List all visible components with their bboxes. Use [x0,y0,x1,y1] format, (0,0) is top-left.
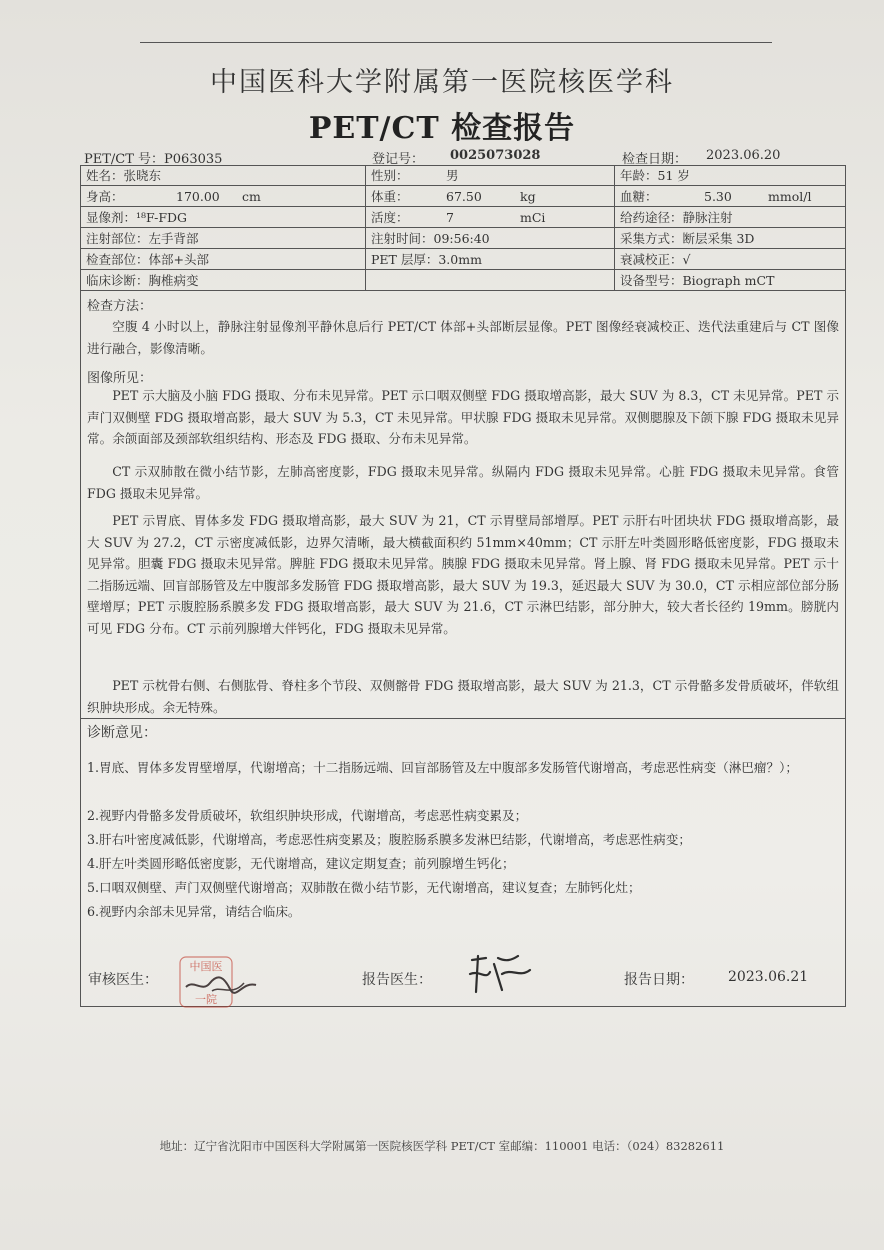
height-value: 170.00 [176,189,220,204]
reviewer-label: 审核医生： [88,972,158,988]
stamp-top-text: 中国医 [189,960,223,973]
weight-unit: kg [520,189,536,204]
diagnosis-item: 3.肝右叶密度减低影，代谢增高，考虑恶性病变累及；腹腔肠系膜多发淋巴结影，代谢增高，考虑恶性病变； [87,832,691,847]
glucose-unit: mmol/l [768,189,812,204]
acquisition-mode: 采集方式：断层采集 3D [620,231,755,246]
findings-heading: 图像所见： [87,371,153,386]
sex-value: 男 [446,168,459,183]
stamp-bottom-text: 一院 [195,993,217,1006]
reporter-label: 报告医生： [362,972,432,988]
diagnosis-item: 6.视野内余部未见异常，请结合临床。 [87,904,301,919]
tracer: 显像剂：¹⁸F-FDG [86,210,188,225]
injection-site: 注射部位：左手背部 [86,231,199,246]
diagnosis-item: 5.口咽双侧壁、声门双侧壁代谢增高；双肺散在微小结节影，无代谢增高，建议复查；左肺钙化灶； [87,880,641,895]
report-date: 2023.06.21 [728,969,809,985]
report-date-label: 报告日期： [624,972,694,988]
slice-thickness: PET 层厚：3.0mm [371,252,482,267]
injection-time: 注射时间：09:56:40 [371,231,490,246]
hospital-stamp [172,955,264,1011]
findings-paragraph-3: PET 示胃底、胃体多发 FDG 摄取增高影，最大 SUV 为 21，CT 示胃壁局部增厚。PET 示肝右叶团块状 FDG 摄取增高影，最大 SUV 为 27.2，CT 示密度减低影，边界欠清晰，最大横截面积约 51mm×40mm；CT 示肝左叶类圆形略低密度影，FDG 摄取未见异常。胆囊 FDG 摄取未见异常。脾脏 FDG 摄取未见异常。胰腺 FDG 摄取未见异常。肾上腺、肾 FDG 摄取未见异常。PET 示十二指肠远端、回盲部肠管及左中腹部多发肠管 FDG 摄取增高影，最大 SUV 为 19.3，延迟最大 SUV 为 30.0，CT 示相应部位部分肠壁增厚；PET 示腹腔肠系膜多发 FDG 摄取增高影，最大 SUV 为 21.6，CT 示淋巴结影，部分肿大，较大者长径约 19mm。膀胱内可见 FDG 分布。CT 示前列腺增大伴钙化，FDG 摄取未见异常。 [87,513,839,636]
activity-label: 活度： [371,210,409,225]
pet-number: PET/CT 号：P063035 [84,152,223,167]
diagnosis-item: 4.肝左叶类圆形略低密度影，无代谢增高，建议定期复查；前列腺增生钙化； [87,856,515,871]
exam-date: 2023.06.20 [706,148,781,163]
clinical-diagnosis: 临床诊断：胸椎病变 [86,273,199,288]
findings-paragraph-2: CT 示双肺散在微小结节影，左肺高密度影，FDG 摄取未见异常。纵隔内 FDG 摄取未见异常。心脏 FDG 摄取未见异常。食管 FDG 摄取未见异常。 [87,464,839,501]
method-heading: 检查方法： [87,299,153,314]
method-text: 空腹 4 小时以上，静脉注射显像剂平静休息后行 PET/CT 体部+头部断层显像。PET 图像经衰减校正、迭代法重建后与 CT 图像进行融合，影像清晰。 [87,319,839,356]
glucose-value: 5.30 [704,189,732,204]
findings-paragraph-1: PET 示大脑及小脑 FDG 摄取、分布未见异常。PET 示口咽双侧壁 FDG 摄取增高影，最大 SUV 为 8.3，CT 未见异常。PET 示声门双侧壁 FDG 摄取增高影，最大 SUV 为 5.3，CT 未见异常。甲状腺 FDG 摄取未见异常。双侧腮腺及下颌下腺 FDG 摄取未见异常。余颌面部及颈部软组织结构、形态及 FDG 摄取、分布未见异常。 [87,388,839,447]
glucose-label: 血糖： [620,189,658,204]
report-title: PET/CT 检查报告 [308,111,576,146]
diagnosis-heading: 诊断意见： [87,725,157,741]
sex-label: 性别： [371,168,409,183]
reporter-signature [462,950,538,1002]
reg-number-label: 登记号： [372,152,425,167]
patient-name: 姓名：张晓东 [86,168,162,183]
diagnosis-item: 2.视野内骨骼多发骨质破坏，软组织肿块形成，代谢增高，考虑恶性病变累及； [87,808,528,823]
findings-paragraph-4: PET 示枕骨右侧、右侧肱骨、脊柱多个节段、双侧髂骨 FDG 摄取增高影，最大 SUV 为 21.3，CT 示骨骼多发骨质破坏，伴软组织肿块形成。余无特殊。 [87,678,839,715]
activity-unit: mCi [520,210,546,225]
weight-label: 体重： [371,189,409,204]
route: 给药途径：静脉注射 [620,210,733,225]
device-model: 设备型号：Biograph mCT [620,273,775,288]
reg-number: 0025073028 [450,148,541,163]
age: 年龄：51 岁 [620,168,690,183]
weight-value: 67.50 [446,189,482,204]
stamp-graphic [172,955,264,1011]
height-label: 身高： [86,189,124,204]
top-rule [140,42,772,43]
height-unit: cm [242,189,261,204]
attenuation-correction: 衰减校正：√ [620,252,691,267]
hospital-name: 中国医科大学附属第一医院核医学科 [210,67,674,98]
exam-site: 检查部位：体部+头部 [86,252,209,267]
diagnosis-item: 1.胃底、胃体多发胃壁增厚，代谢增高；十二指肠远端、回盲部肠管及左中腹部多发肠管代谢增高，考虑恶性病变（淋巴瘤？）； [87,760,798,775]
activity-value: 7 [446,210,454,225]
exam-date-label: 检查日期： [622,152,688,167]
footer-address: 地址：辽宁省沈阳市中国医科大学附属第一医院核医学科 PET/CT 室邮编：110001 电话：（024）83282611 [159,1139,725,1153]
